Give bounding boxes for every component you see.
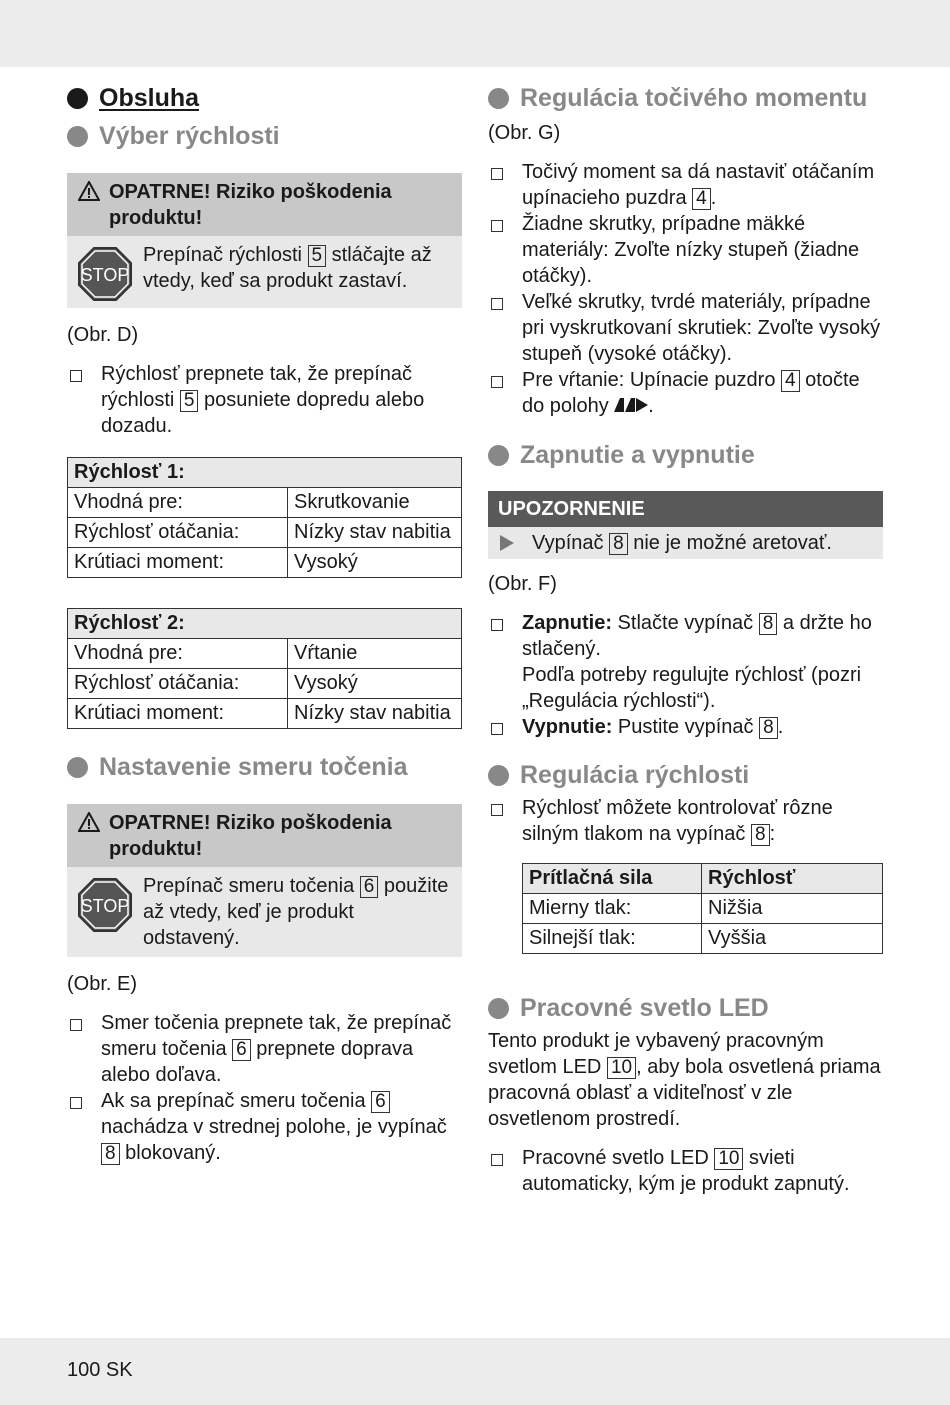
figure-ref-d: (Obr. D): [67, 324, 139, 346]
stop-sign-icon: [77, 246, 133, 302]
ref-number: 8: [101, 1143, 120, 1165]
ref-number: 6: [360, 876, 379, 898]
table-header: Rýchlosť 1:: [68, 458, 462, 488]
caution-box-speed: [67, 173, 462, 308]
section-heading-torque: Regulácia točivého momentu: [488, 80, 883, 116]
bullet-dot-icon: [67, 88, 88, 109]
drill-symbol-icon: [614, 398, 648, 412]
bullet-dot-icon: [488, 765, 509, 786]
bottom-band: [0, 1338, 950, 1405]
page-number: 100 SK: [67, 1359, 133, 1381]
table-header: Rýchlosť 2:: [68, 609, 462, 639]
section-heading-operation: Obsluha: [67, 80, 462, 116]
speed1-table: [67, 457, 462, 578]
list-item: Rýchlosť môžete kontrolovať rôzne silným tlakom na vypínač 8 :: [488, 795, 883, 847]
checkbox-square-icon: [491, 619, 503, 631]
bullet-dot-icon: [488, 88, 509, 109]
caution-box-direction: [67, 804, 462, 957]
ref-number: 8: [759, 717, 778, 739]
list-item: Smer točenia prepnete tak, že prepínač smeru točenia 6 prepnete doprava alebo doľava.: [67, 1010, 462, 1088]
bullet-dot-icon: [67, 757, 88, 778]
table-row: Vhodná pre: Skrutkovanie: [68, 488, 462, 518]
pressure-table: [522, 863, 883, 954]
checkbox-square-icon: [491, 376, 503, 388]
led-paragraph: Tento produkt je vybavený pracovným svetlom LED 10 , aby bola osvetlená priama pracovná oblasť a viditeľnosť v zle osvetlenom prostredí.: [488, 1030, 881, 1130]
section-heading-speed-selection: Výber rýchlosti: [67, 118, 462, 154]
svg-text:STOP: STOP: [80, 265, 130, 285]
checkbox-square-icon: [491, 1154, 503, 1166]
list-item: Zapnutie: Stlačte vypínač 8 a držte ho stlačený. Podľa potreby regulujte rýchlosť (pozri „Regulácia rýchlosti“).: [488, 610, 883, 714]
notice-text: Vypínač 8 nie je možné aretovať.: [488, 527, 883, 559]
svg-text:STOP: STOP: [80, 896, 130, 916]
checkbox-square-icon: [70, 1097, 82, 1109]
ref-number: 10: [607, 1057, 636, 1079]
checkbox-square-icon: [70, 1019, 82, 1031]
list-item: Pracovné svetlo LED 10 svieti automaticky, kým je produkt zapnutý.: [488, 1145, 883, 1197]
ref-number: 5: [308, 245, 327, 267]
list-item: Ak sa prepínač smeru točenia 6 nachádza v strednej polohe, je vypínač 8 blokovaný.: [67, 1088, 462, 1166]
table-row: Mierny tlak: Nižšia: [523, 894, 883, 924]
caution-text: Prepínač rýchlosti 5 stláčajte až vtedy, keď sa produkt zastaví.: [143, 244, 432, 292]
caution-title: OPATRNE! Riziko poškodenia produktu!: [67, 804, 462, 867]
bullet-dot-icon: [488, 445, 509, 466]
ref-number: 8: [751, 824, 770, 846]
checkbox-square-icon: [491, 804, 503, 816]
arrow-right-icon: [500, 535, 514, 551]
figure-ref-e: (Obr. E): [67, 973, 138, 995]
notice-box: [488, 491, 883, 559]
ref-number: 10: [714, 1148, 743, 1170]
section-heading-on-off: Zapnutie a vypnutie: [488, 437, 883, 473]
stop-sign-icon: [77, 877, 133, 933]
ref-number: 6: [371, 1091, 390, 1113]
bullet-dot-icon: [67, 126, 88, 147]
section-heading-led: Pracovné svetlo LED: [488, 990, 883, 1026]
figure-ref-g: (Obr. G): [488, 122, 561, 144]
table-row: Vhodná pre: Vŕtanie: [68, 639, 462, 669]
table-row: Silnejší tlak: Vyššia: [523, 924, 883, 954]
list-item: Točivý moment sa dá nastaviť otáčaním upínacieho puzdra 4 .: [488, 159, 883, 211]
table-row: Krútiaci moment: Nízky stav nabitia: [68, 699, 462, 729]
section-heading-direction: Nastavenie smeru točenia: [67, 749, 462, 785]
list-item: Rýchlosť prepnete tak, že prepínač rýchlosti 5 posuniete dopredu alebo dozadu.: [67, 361, 462, 439]
checkbox-square-icon: [491, 220, 503, 232]
table-row: Rýchlosť otáčania: Vysoký: [68, 669, 462, 699]
checkbox-square-icon: [491, 723, 503, 735]
figure-ref-f: (Obr. F): [488, 573, 557, 595]
table-row: Rýchlosť otáčania: Nízky stav nabitia: [68, 518, 462, 548]
left-column: [67, 80, 462, 1166]
speed2-table: [67, 608, 462, 729]
caution-title: OPATRNE! Riziko poškodenia produktu!: [67, 173, 462, 236]
bullet-dot-icon: [488, 998, 509, 1019]
notice-title: UPOZORNENIE: [488, 491, 883, 527]
ref-number: 4: [781, 370, 800, 392]
checkbox-square-icon: [70, 370, 82, 382]
caution-text: Prepínač smeru točenia 6 použite až vtedy, keď je produkt odstavený.: [143, 875, 449, 949]
list-item: Veľké skrutky, tvrdé materiály, prípadne pri vyskrutkovaní skrutiek: Zvoľte vysoký stupeň (vysoké otáčky).: [488, 289, 883, 367]
list-item: Pre vŕtanie: Upínacie puzdro 4 otočte do polohy .: [488, 367, 883, 419]
checkbox-square-icon: [491, 168, 503, 180]
right-column: [488, 80, 883, 1197]
table-row: Krútiaci moment: Vysoký: [68, 548, 462, 578]
ref-number: 6: [232, 1039, 251, 1061]
ref-number: 5: [180, 390, 199, 412]
checkbox-square-icon: [491, 298, 503, 310]
table-header: Rýchlosť: [702, 864, 883, 894]
ref-number: 8: [759, 613, 778, 635]
list-item: Vypnutie: Pustite vypínač 8 .: [488, 714, 883, 740]
ref-number: 8: [609, 533, 628, 555]
section-heading-speed-regulation: Regulácia rýchlosti: [488, 757, 883, 793]
ref-number: 4: [692, 188, 711, 210]
list-item: Žiadne skrutky, prípadne mäkké materiály: Zvoľte nízky stupeň (žiadne otáčky).: [488, 211, 883, 289]
top-band: [0, 0, 950, 67]
table-header: Prítlačná sila: [523, 864, 702, 894]
warning-triangle-icon: [78, 812, 100, 832]
warning-triangle-icon: [78, 181, 100, 201]
